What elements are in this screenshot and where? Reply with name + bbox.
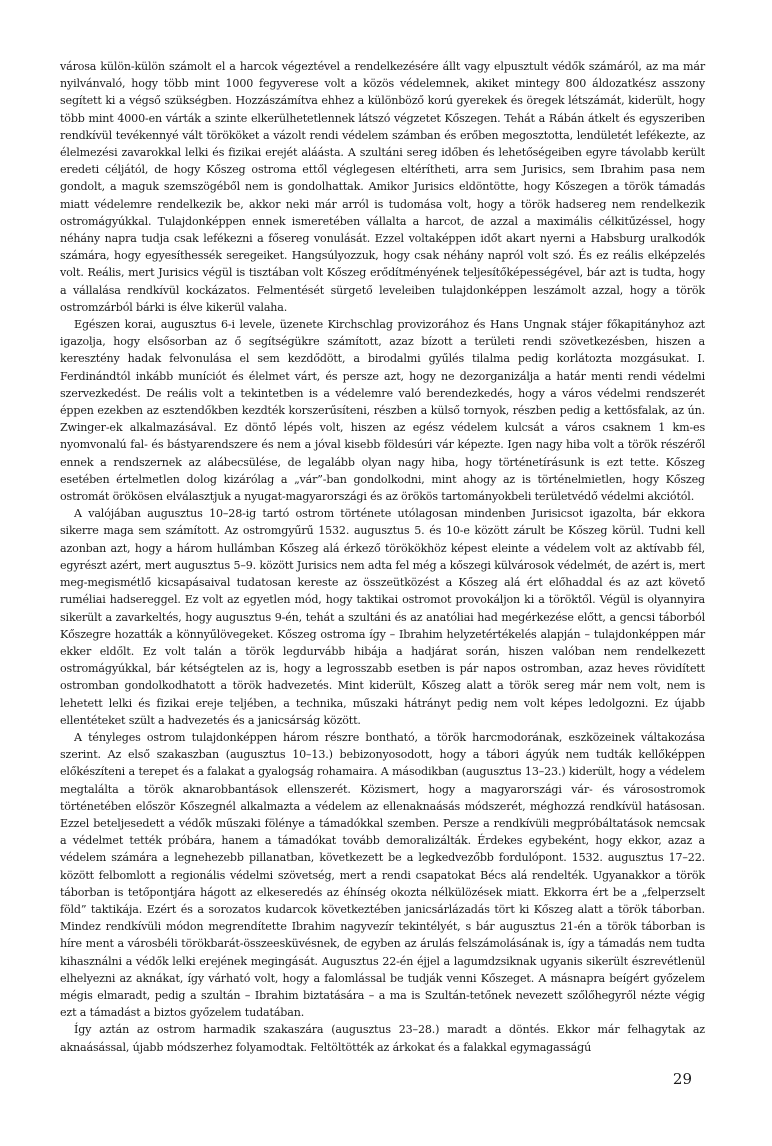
paragraph-3: A valójában augusztus 10–28-ig tartó ostrom története utólagosan mindenben Jurisicsot igazolta, bár ekkora sikerre maga sem számított. Az ostromgyűrű 1532. augusztus 5. és 10-e között zárult be Kőszeg körül. Tudni kell azonban azt, hogy a három hullámban Kőszeg alá érkező törökökhöz képest eleinte a védelem volt az aktívabb fél, egyrészt azért, mert augusztus 5–9. között Jurisics nem adta fel még a kőszegi külvárosok védelmét, de azért is, mert meg-megismétlő kicsapásaival tudatosan kereste az összeütközést a Kőszeg alá ért előhaddal és az azt követő ruméliai hadsereggel. Ez volt az egyetlen mód, hogy taktikai ostromot provokáljon ki a töröktől. Végül is olyannyira sikerült a zavarkeltés, hogy augusztus 9-én, tehát a szultáni és az anatóliai had megérkezése előtt, a gencsi táborból Kőszegre hozatták a könnyűlövegeket. Kőszeg ostroma így – Ibrahim helyzetértékelés alapján – tulajdonképpen már ekker eldőlt. Ez volt talán a török legdurvább hibája a hadjárat során, hiszen valóban nem rendelkezett ostromágyúkkal, bár kétségtelen az is, hogy a legrosszabb esetben is pár napos ostromban, azaz heves rövidített ostromban gondolkodhatott a török hadvezetés. Mint kiderült, Kőszeg alatt a török sereg már nem volt, nem is lehetett lelki és fizikai ereje teljében, a technika, műszaki hátrányt pedig nem volt képes ledolgozni. Ez újabb ellentéteket szült a hadvezetés és a janicsárság között. [60,507,705,727]
page-number: 29 [672,1070,692,1088]
document-page [60,58,705,1058]
paragraph-1: városa külön-külön számolt el a harcok végeztével a rendelkezésére állt vagy elpusztult védők számáról, az ma már nyilvánvaló, hogy több mint 1000 fegyverese volt a közös védelemnek, akiket mintegy 800 áldozatkész asszony segített ki a végső szükségben. Hozzászámítva ehhez a különböző korú gyerekek és öregek létszámát, kiderült, hogy több mint 4000-en várták a szinte elkerülhetetlennek látszó végzetet Kőszegen. Tehát a Rábán átkelt és egyszeriben rendkívül tevékennyé vált törököket a vázolt rendi védelem számban és erőben megosztotta, lendületét lefékezte, az élelmezési zavarokkal lelki és fizikai erejét aláásta. A szultáni sereg időben és lehetőségeiben egyre távolabb került eredeti céljától, de hogy Kőszeg ostroma ettől véglegesen eltérítheti, arra sem Jurisics, sem Ibrahim pasa nem gondolt, a maguk szemszögéből nem is gondolhattak. Amikor Jurisics eldöntötte, hogy Kőszegen a török támadás miatt védelemre rendelkezik be, akkor neki már arról is tudomása volt, hogy a török hadsereg nem rendelkezik ostromágyúkkal. Tulajdonképpen ennek ismeretében vállalta a harcot, de azzal a maximális célkitűzéssel, hogy néhány napra tudja csak lefékezni a fősereg vonulását. Ezzel voltaképpen időt akart nyerni a Habsburg uralkodók számára, hogy egyesíthessék seregeiket. Hangsúlyozzuk, hogy csak néhány napról volt szó. És ez reális elképzelés volt. Reális, mert Jurisics végül is tisztában volt Kőszeg erődítményének teljesítőképességével, bár azt is tudta, hogy a vállalása rendkívül kockázatos. Felmentését sürgető leveleiben tulajdonképpen leszámolt azzal, hogy a török ostromzárból bárki is élve kikerül valaha. [60,60,705,314]
paragraph-4: A tényleges ostrom tulajdonképpen három részre bontható, a török harcmodorának, eszközeinek váltakozása szerint. Az első szakaszban (augusztus 10–13.) bebizonyosodott, hogy a tábori ágyúk nem tudták kellőképpen előkészíteni a terepet és a falakat a gyalogság rohamaira. A másodikban (augusztus 13–23.) kiderült, hogy a védelem megtalálta a török aknarobbantások ellenszerét. Közismert, hogy a magyarországi vár- és városostromok történetében először Kőszegnél alkalmazta a védelem az ellenaknaásás módszerét, méghozzá rendkívül hatásosan. Ezzel beteljesedett a védők műszaki fölénye a támadókkal szemben. Persze a rendkívüli megpróbáltatások nemcsak a védelmet tették próbára, hanem a támadókat tovább demoralizálták. Érdekes egybeként, hogy ekkor, azaz a védelem számára a legnehezebb pillanatban, következett be a legkedvezőbb fordulópont. 1532. augusztus 17–22. között felbomlott a regionális védelmi szövetség, mert a rendi csapatokat Bécs alá rendelték. Ugyanakkor a török táborban is tetőpontjára hágott az elkeseredés az éhínség okozta nélkülözések miatt. Ekkorra ért be a „felperzselt föld” taktikája. Ezért és a sorozatos kudarcok következtében janicsárlázadás tört ki Kőszeg alatt a török táborban. Mindez rendkívüli módon megrendítette Ibrahim nagyvezír tekintélyét, s bár augusztus 21-én a török táborban is híre ment a városbéli törökbarát-összeesküvésnek, de egyben az árulás felszámolásának is, így a támadás nem tudta kihasználni a védők lelki erejének megingását. Augusztus 22-én éjjel a lagumdzsiknak ugyanis sikerült észrevétlenül elhelyezni az aknákat, így várható volt, hogy a falomlással be tudják venni Kőszeget. A másnapra beígért győzelem mégis elmaradt, pedig a szultán – Ibrahim biztatására – a ma is Szultán-tetőnek nevezett szőlőhegyről nézte végig ezt a támadást a biztos győzelem tudatában. [60,730,705,1020]
paragraph-5: Így aztán az ostrom harmadik szakaszára (augusztus 23–28.) maradt a döntés. Ekkor már felhagytak az aknaásással, újabb módszerhez folyamodtak. Feltöltötték az árkokat és a falakkal egymagasságú [60,1023,705,1054]
paragraph-2: Egészen korai, augusztus 6-i levele, üzenete Kirchschlag provizorához és Hans Ungnak stájer főkapitányhoz azt igazolja, hogy elsősorban az ő segítségükre számított, azaz bízott a területi rendi szövetkezésben, hiszen a keresztény hadak felvonulása el sem kezdődött, a birodalmi gyűlés tilalma pedig korlátozta mozgásukat. I. Ferdinándtól inkább muníciót és élelmet várt, és persze azt, hogy ne dezorganizálja a határ menti rendi védelmi szervezkedést. De reális volt a tekintetben is a védelemre való berendezkedés, hogy a város védelmi rendszerét éppen ezekben az esztendőkben kezdték korszerűsíteni, részben a külső tornyok, részben pedig a kettősfalak, az ún. Zwinger-ek alkalmazásával. Ez döntő lépés volt, hiszen az egész védelem kulcsát a város csaknem 1 km-es nyomvonalú fal- és bástyarendszere és nem a jóval kisebb földesúri vár képezte. Igen nagy hiba volt a török részéről ennek a rendszernek az alábecsülése, de legalább olyan nagy hiba, hogy történetírásunk is ezt tette. Kőszeg esetében értelmetlen dolog kizárólag a „vár”-ban gondolkodni, mint ahogy az is történelmietlen, hogy Kőszeg ostromát örökösen elválasztjuk a nyugat-magyarországi és az örökös tartományokbeli területvédő védelmi akciótól. [60,318,705,504]
